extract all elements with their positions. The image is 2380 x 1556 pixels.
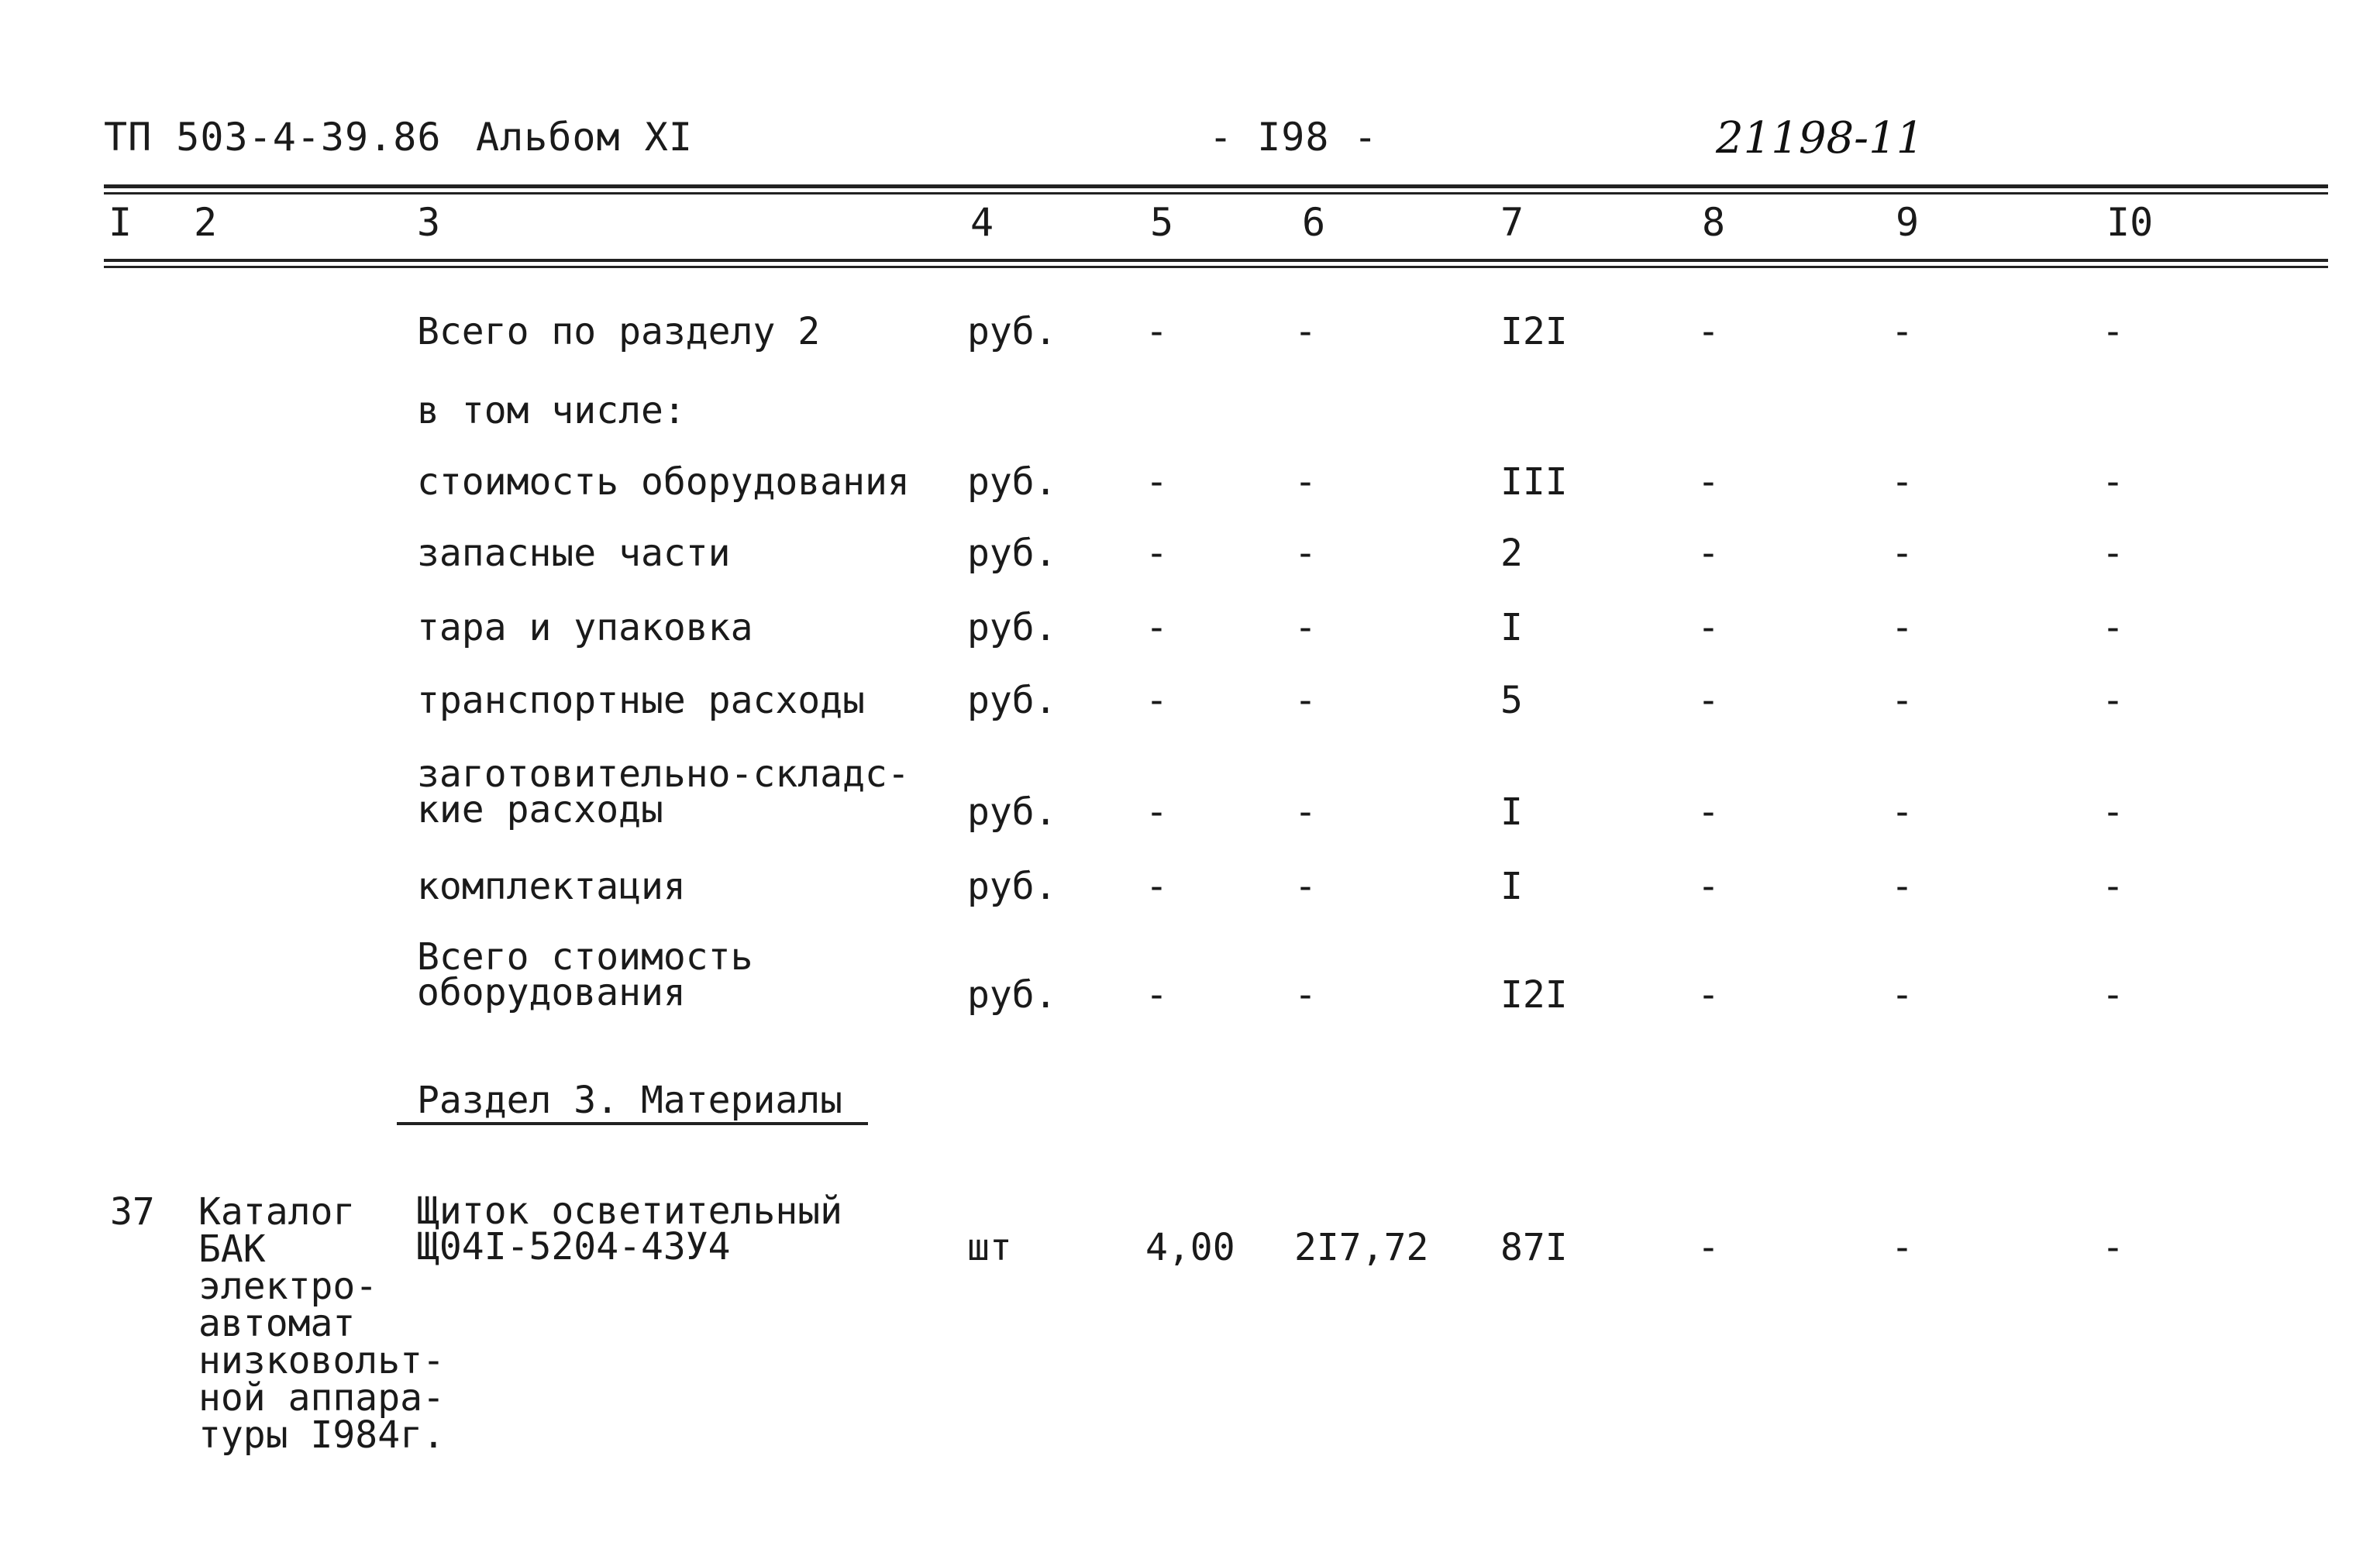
row-col10: - [2102,865,2124,908]
table-row [0,1189,2380,1472]
handwritten-number: 21198-11 [1716,113,1924,164]
row-unit: руб. [967,532,1057,575]
row-col10: - [2102,532,2124,575]
row-col9: - [1891,532,1913,575]
row-col6: - [1294,865,1317,908]
row-description: заготовительно-складс- кие расходы [417,752,910,831]
row-unit: руб. [967,865,1057,908]
row-description: в том числе: [417,389,686,432]
section-underline [397,1122,868,1125]
row-col5: - [1145,865,1168,908]
row-col9: - [1891,973,1913,1017]
row-unit: руб. [967,679,1057,722]
item-description: Щиток осветительный Щ04I-5204-43У4 [417,1189,843,1269]
page-number: - I98 - [1209,115,1378,160]
table-row [0,752,2380,834]
row-col5: - [1145,679,1168,722]
header-rule-top-2 [104,192,2328,194]
row-description: Всего стоимость оборудования [417,935,753,1014]
item-quantity: 4,00 [1145,1226,1235,1269]
item-col10: - [2102,1226,2124,1269]
row-col10: - [2102,679,2124,722]
row-col5: - [1145,310,1168,353]
row-col7: I [1500,790,1523,834]
row-col5: - [1145,973,1168,1017]
row-unit: руб. [967,973,1057,1017]
row-description: тара и упаковка [417,606,753,649]
table-row [0,460,2380,510]
section-title: Раздел 3. Материалы [417,1079,843,1122]
row-col6: - [1294,460,1317,504]
row-col8: - [1697,310,1720,353]
row-col9: - [1891,606,1913,649]
table-row [0,935,2380,1017]
row-col7: 5 [1500,679,1523,722]
row-col9: - [1891,310,1913,353]
row-col7: I [1500,865,1523,908]
column-number-10: I0 [2106,200,2154,245]
row-col6: - [1294,790,1317,834]
row-col7: I2I [1500,310,1568,353]
column-rule [104,259,2328,262]
item-col8: - [1697,1226,1720,1269]
row-unit: руб. [967,460,1057,504]
column-number-3: 3 [417,200,441,245]
row-col7: 2 [1500,532,1523,575]
row-col6: - [1294,532,1317,575]
row-col6: - [1294,679,1317,722]
column-number-9: 9 [1896,200,1920,245]
row-col8: - [1697,532,1720,575]
row-col7: I2I [1500,973,1568,1017]
header-rule-top [104,184,2328,188]
row-col8: - [1697,460,1720,504]
column-number-8: 8 [1702,200,1726,245]
row-col10: - [2102,310,2124,353]
row-col8: - [1697,865,1720,908]
row-col10: - [2102,973,2124,1017]
item-number: 37 [110,1190,155,1234]
row-col10: - [2102,606,2124,649]
row-col8: - [1697,790,1720,834]
row-col9: - [1891,460,1913,504]
column-number-2: 2 [194,200,218,245]
row-col5: - [1145,790,1168,834]
column-rule-2 [104,266,2328,268]
row-col10: - [2102,460,2124,504]
row-col9: - [1891,790,1913,834]
row-col7: I [1500,606,1523,649]
row-col7: III [1500,460,1568,504]
row-col5: - [1145,460,1168,504]
item-total: 87I [1500,1226,1568,1269]
row-unit: руб. [967,790,1057,834]
table-row [0,310,2380,360]
album-label: Альбом XI [476,115,693,160]
row-description: запасные части [417,532,731,575]
row-col5: - [1145,606,1168,649]
item-unit: шт [967,1226,1012,1269]
row-description: транспортные расходы [417,679,865,722]
item-source: Каталог БАК электро- автомат низковольт- ной аппара- туры I984г. [198,1190,445,1457]
row-description: стоимость оборудования [417,460,910,504]
item-col9: - [1891,1226,1913,1269]
row-unit: руб. [967,606,1057,649]
row-col6: - [1294,973,1317,1017]
table-row [0,532,2380,581]
table-row [0,679,2380,728]
row-col5: - [1145,532,1168,575]
column-number-7: 7 [1500,200,1524,245]
column-number-5: 5 [1150,200,1174,245]
row-col9: - [1891,679,1913,722]
row-col6: - [1294,310,1317,353]
table-row [0,606,2380,656]
column-number-6: 6 [1302,200,1326,245]
table-row [0,389,2380,439]
item-price: 2I7,72 [1294,1226,1429,1269]
table-row [0,865,2380,914]
row-col9: - [1891,865,1913,908]
row-col8: - [1697,973,1720,1017]
row-col8: - [1697,679,1720,722]
column-number-4: 4 [970,200,994,245]
row-col10: - [2102,790,2124,834]
row-col6: - [1294,606,1317,649]
row-unit: руб. [967,310,1057,353]
doc-code: ТП 503-4-39.86 [104,115,442,160]
row-description: Всего по разделу 2 [417,310,821,353]
column-number-1: I [108,200,133,245]
row-col8: - [1697,606,1720,649]
row-description: комплектация [417,865,686,908]
